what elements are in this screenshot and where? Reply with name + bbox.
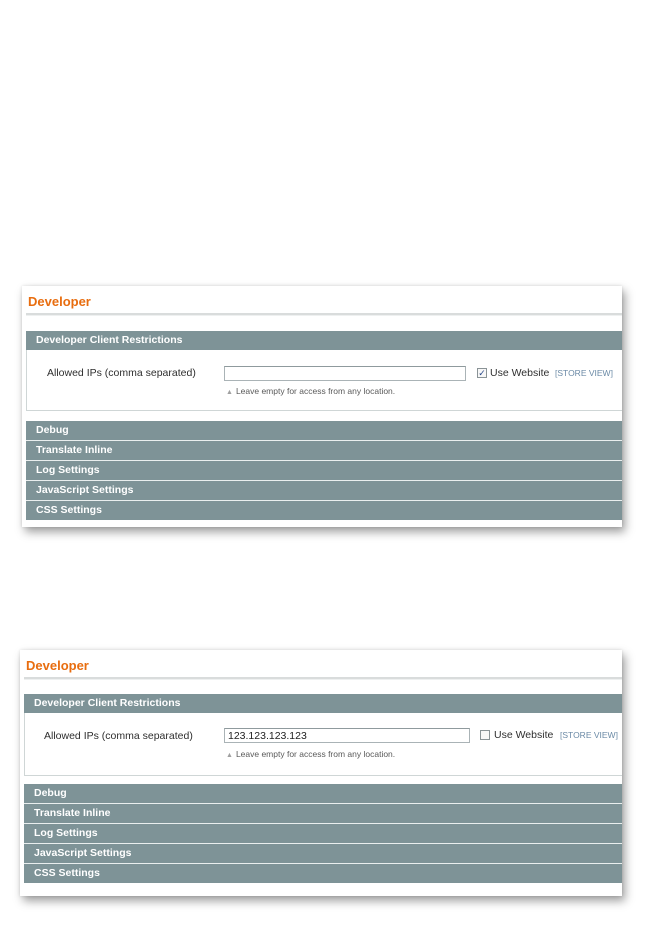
allowed-ips-note: ▲ Leave empty for access from any location. xyxy=(226,749,396,759)
use-website-checkbox[interactable] xyxy=(477,368,487,378)
scope-label: [STORE VIEW] xyxy=(560,730,618,740)
triangle-up-icon: ▲ xyxy=(226,752,233,759)
allowed-ips-input[interactable] xyxy=(224,728,470,743)
section-title: Developer xyxy=(28,294,91,309)
group-header-javascript-settings[interactable]: JavaScript Settings xyxy=(26,481,622,501)
use-website-checkbox[interactable] xyxy=(480,730,490,740)
title-divider xyxy=(26,313,622,316)
group-header-debug[interactable]: Debug xyxy=(26,421,622,441)
section-title: Developer xyxy=(26,658,89,673)
group-header-developer-client-restrictions[interactable]: Developer Client Restrictions xyxy=(26,331,622,350)
group-header-translate-inline[interactable]: Translate Inline xyxy=(24,804,622,824)
use-website-label[interactable]: Use Website xyxy=(494,729,554,741)
developer-config-panel-before xyxy=(22,286,622,527)
group-header-log-settings[interactable]: Log Settings xyxy=(24,824,622,844)
group-header-css-settings[interactable]: CSS Settings xyxy=(24,864,622,883)
checkmark-icon: ✓ xyxy=(478,368,486,378)
developer-config-panel-after xyxy=(20,650,622,896)
group-fieldset xyxy=(26,350,622,411)
use-website-label[interactable]: Use Website xyxy=(490,367,550,379)
group-header-debug[interactable]: Debug xyxy=(24,784,622,804)
collapsed-groups xyxy=(24,784,622,883)
group-header-javascript-settings[interactable]: JavaScript Settings xyxy=(24,844,622,864)
triangle-up-icon: ▲ xyxy=(226,389,233,396)
group-header-developer-client-restrictions[interactable]: Developer Client Restrictions xyxy=(24,694,622,713)
allowed-ips-label: Allowed IPs (comma separated) xyxy=(47,367,196,379)
allowed-ips-note: ▲ Leave empty for access from any location. xyxy=(226,386,396,396)
group-header-translate-inline[interactable]: Translate Inline xyxy=(26,441,622,461)
group-header-log-settings[interactable]: Log Settings xyxy=(26,461,622,481)
group-fieldset xyxy=(24,713,622,776)
collapsed-groups xyxy=(26,421,622,520)
allowed-ips-input[interactable] xyxy=(224,366,466,381)
allowed-ips-label: Allowed IPs (comma separated) xyxy=(44,730,193,742)
title-divider xyxy=(24,677,622,680)
scope-label: [STORE VIEW] xyxy=(555,368,613,378)
group-header-css-settings[interactable]: CSS Settings xyxy=(26,501,622,520)
